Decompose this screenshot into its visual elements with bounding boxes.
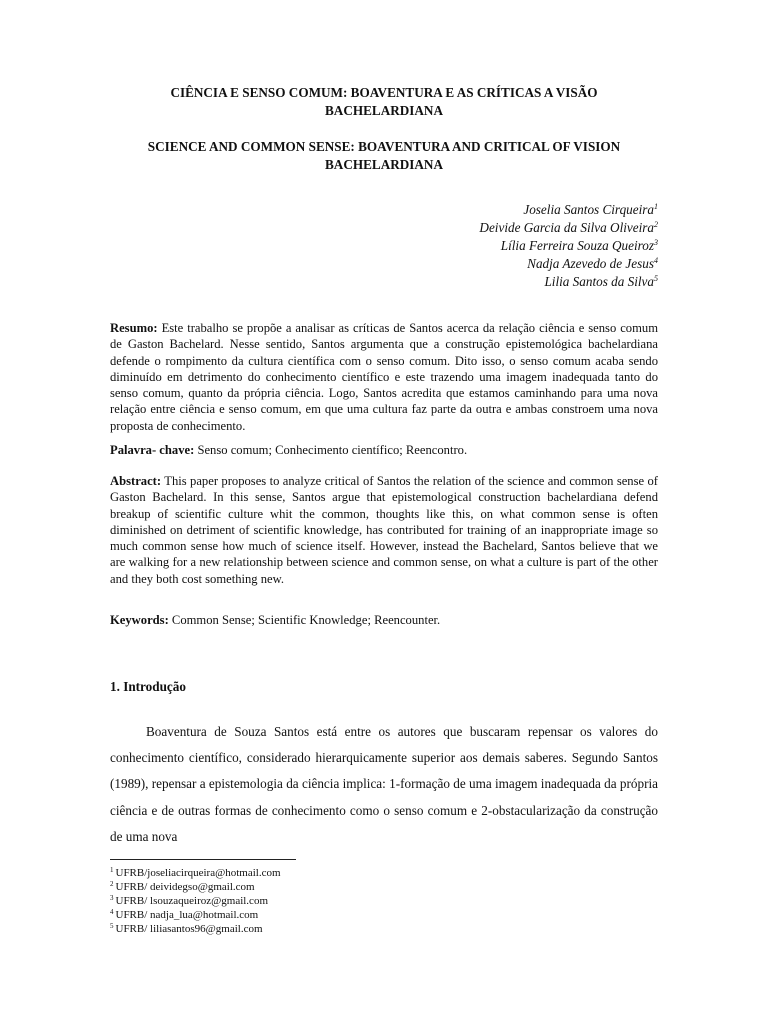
title-block [110,84,658,174]
footnote-mark: 4 [654,256,658,265]
footnote-text: UFRB/ deividegso@gmail.com [115,881,255,893]
footnote-item [110,866,281,880]
footnote-number: 1 [110,866,114,874]
title-portuguese: CIÊNCIA E SENSO COMUM: BOAVENTURA E AS CRÍTICAS A VISÃO BACHELARDIANA [170,85,598,118]
footnote-text: UFRB/joseliacirqueira@hotmail.com [115,867,281,879]
keywords-text: Common Sense; Scientific Knowledge; Reencounter. [171,613,441,627]
author-name: Deivide Garcia da Silva Oliveira [479,220,654,235]
footnote-item [110,894,281,908]
resumo-paragraph [110,320,658,434]
author-name: Nadja Azevedo de Jesus [527,256,654,271]
author-line [479,273,658,291]
palavras-chave-label: Palavra- chave: [110,443,195,457]
footnote-number: 5 [110,922,114,930]
footnote-mark: 3 [654,238,658,247]
author-name: Lília Ferreira Souza Queiroz [500,238,654,253]
title-english: SCIENCE AND COMMON SENSE: BOAVENTURA AND CRITICAL OF VISION BACHELARDIANA [147,139,621,172]
footnote-text: UFRB/ lsouzaqueiroz@gmail.com [115,895,268,907]
footnote-item [110,880,281,894]
palavras-chave-paragraph [110,442,658,458]
footnotes [110,866,281,936]
footnote-text: UFRB/ liliasantos96@gmail.com [115,923,263,935]
abstract-label: Abstract: [110,474,162,488]
footnote-text: UFRB/ nadja_lua@hotmail.com [115,909,259,921]
author-name: Joselia Santos Cirqueira [523,202,654,217]
resumo-text: Este trabalho se propõe a analisar as críticas de Santos acerca da relação ciência e senso comum de Gaston Bachelard. Nesse sentido, Santos argumenta que a construção epistemológica bachelardiana defende o rompimento da cultura científica com o senso comum. Dito isso, o senso comum acaba sendo diminuído em detrimento do conhecimento científico e este trazendo uma imagem inadequada tanto do senso comum, quanto da própria ciência. Logo, Santos acredita que estamos caminhando para uma nova relação entre ciência e senso comum, em que uma cultura faz parte da outra e ambas constroem uma nova proposta de conhecimento. [110,321,658,433]
footnote-item [110,922,281,936]
footnote-mark: 2 [654,220,658,229]
keywords-paragraph [110,612,658,628]
section-body-text: Boaventura de Souza Santos está entre os autores que buscaram repensar os valores do conhecimento científico, considerado hierarquicamente superior aos demais saberes. Segundo Santos (1989), repensar a epistemologia da ciência implica: 1-formação de uma imagem inadequada da própria ciência e de outras formas de conhecimento como o senso comum e 2-obstacularização da construção de uma nova [110,724,658,844]
keywords-label: Keywords: [110,613,169,627]
footnote-number: 3 [110,894,114,902]
author-name: Lilia Santos da Silva [544,274,654,289]
footnote-mark: 1 [654,202,658,211]
section-heading: 1. Introdução [110,679,186,694]
author-line [479,201,658,219]
abstract-paragraph [110,473,658,587]
palavras-chave-text: Senso comum; Conhecimento científico; Reencontro. [197,443,468,457]
footnote-divider [110,859,296,860]
footnote-mark: 5 [654,274,658,283]
abstract-text: This paper proposes to analyze critical of Santos the relation of the science and common sense of Gaston Bachelard. In this sense, Santos argue that epistemological construction bachelardiana defend breakup of scientific culture whit the common, thoughts like this, on what common sense is often diminished on detriment of scientific knowledge, has contributed for training of an inappropriate image so much common sense how much of science itself. However, instead the Bachelard, Santos believe that we are walking for a new relationship between science and common sense, on what a culture is part of the other and they both cost something new. [110,474,658,586]
author-list [479,201,658,291]
author-line [479,255,658,273]
author-line [479,237,658,255]
footnote-number: 2 [110,880,114,888]
footnote-item [110,908,281,922]
author-line [479,219,658,237]
resumo-label: Resumo: [110,321,158,335]
footnote-number: 4 [110,908,114,916]
